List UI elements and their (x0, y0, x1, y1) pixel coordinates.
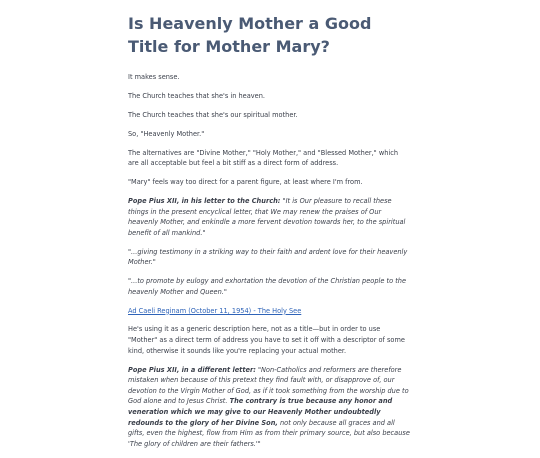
quote-block: "...to promote by eulogy and exhortation the devotion of the Christian people to the heavenly Mother and Queen." (128, 277, 407, 296)
paragraph: It makes sense. (128, 73, 180, 81)
paragraph: So, "Heavenly Mother." (128, 129, 205, 138)
quote-text: "Non-Catholics and reformers are therefore mistaken when because of this pretext they find fault with, or disapprove of, our devotion to the Virgin Mother of God, as if it took something from the worship due to God alone and to Jesus Christ. (128, 365, 409, 406)
quote-block: "...giving testimony in a striking way to their faith and ardent love for their heavenly Mother." (128, 247, 408, 267)
quote-text: "It is Our pleasure to recall these things in the present encyclical letter, that We may renew the praises of Our heavenly Mother, and enkindle a more fervent devotion towards her, to the spiritual benefit of all mankind." (128, 196, 406, 237)
quote-attribution: Pope Pius XII, in a different letter: (128, 365, 256, 374)
quote-text: not only because all graces and all gifts, even the highest, flow from Him as from their primary source, but also because 'The glory of children are their fathers.'" (128, 418, 410, 448)
paragraph: The Church teaches that she's in heaven. (128, 91, 265, 100)
quote-emphasis: The contrary is true because any honor and veneration which we may give to our Heavenly Mother undoubtedly redounds to the glory of her Divine Son, (128, 397, 393, 427)
paragraph: The alternatives are "Divine Mother," "Holy Mother," and "Blessed Mother," which are all acceptable but feel a bit stiff as a direct form of address. (128, 148, 399, 168)
paragraph: "Mary" feels way too direct for a parent figure, at least where I'm from. (128, 178, 363, 187)
quote-attribution: Pope Pius XII, in his letter to the Church: (128, 196, 281, 205)
paragraph: He's using it as a generic description here, not as a title—but in order to use "Mother" as a direct term of address you have to set it off with a descriptor of some kind, otherwise it sounds like you're replacing your actual mother. (128, 325, 405, 355)
paragraph: The Church teaches that she's our spiritual mother. (128, 110, 298, 119)
article-title: Is Heavenly Mother a Good Title for Mother Mary? (128, 14, 372, 56)
quote-block (128, 365, 410, 450)
quote-block (128, 196, 410, 238)
source-link[interactable]: Ad Caeli Reginam (October 11, 1954) - The Holy See (128, 306, 302, 315)
article (128, 12, 410, 458)
source-paragraph (128, 306, 410, 317)
